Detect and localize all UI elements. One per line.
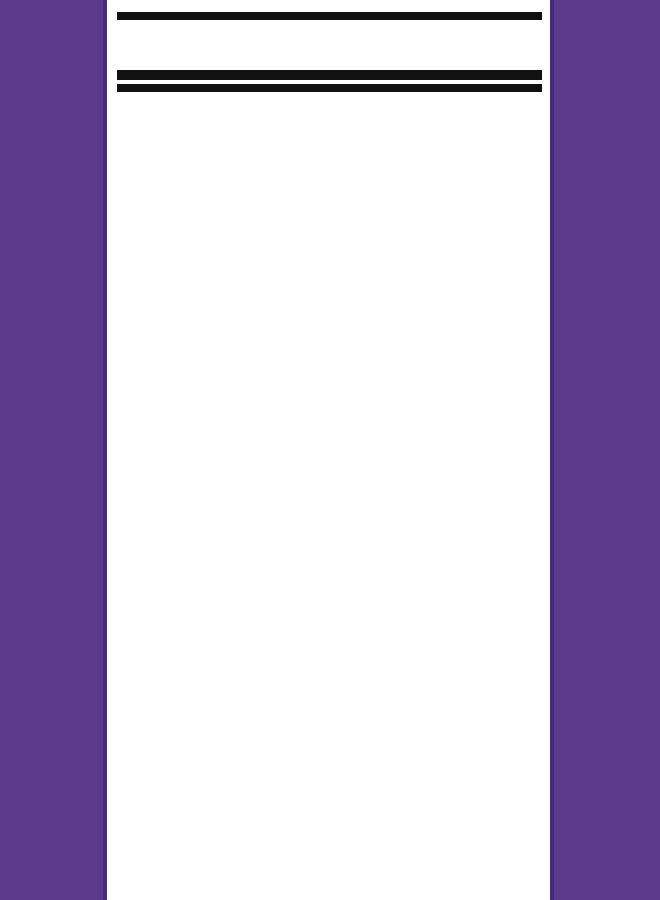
- column-header: [117, 20, 542, 70]
- divider-thick: [117, 12, 542, 20]
- supplement-facts-panel: [103, 0, 554, 900]
- divider-medium: [117, 75, 542, 80]
- footnote: [117, 92, 542, 97]
- divider-thick: [117, 84, 542, 92]
- label-content: [117, 0, 542, 97]
